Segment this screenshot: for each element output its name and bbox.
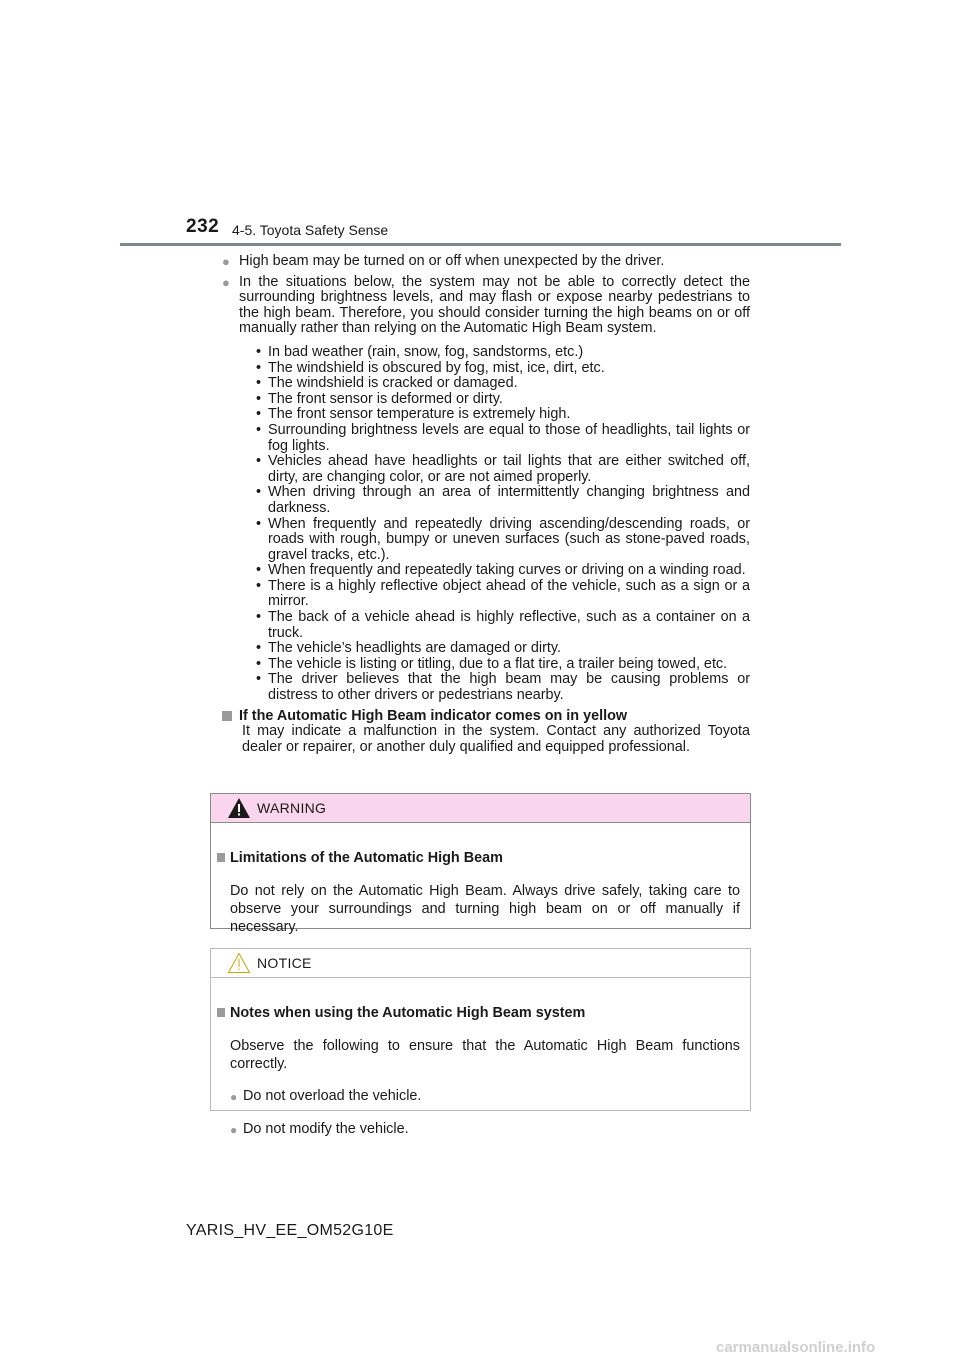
header-divider	[120, 243, 841, 246]
condition-item: • The front sensor temperature is extremely high.	[256, 407, 750, 423]
warning-box	[210, 793, 751, 935]
bullet-item	[222, 275, 750, 704]
condition-item: • Vehicles ahead have headlights or tail lights that are either switched off, dirty, are changing color, or are not aimed properly.	[256, 454, 750, 485]
condition-item: • The vehicle’s headlights are damaged or dirty.	[256, 641, 750, 657]
notice-header	[211, 949, 750, 978]
notice-bullet	[230, 1120, 740, 1138]
notice-body	[211, 978, 750, 1138]
notice-box	[210, 948, 751, 1137]
bullet-text: High beam may be turned on or off when unexpected by the driver.	[239, 253, 665, 269]
condition-item: • The back of a vehicle ahead is highly reflective, such as a container on a truck.	[256, 610, 750, 641]
condition-item: • The vehicle is listing or titling, due to a flat tire, a trailer being towed, etc.	[256, 657, 750, 673]
main-content	[222, 254, 750, 755]
square-bullet-icon	[222, 711, 232, 721]
square-bullet-icon	[217, 1008, 225, 1017]
condition-item: • When driving through an area of intermittently changing brightness and darkness.	[256, 485, 750, 516]
document-code: YARIS_HV_EE_OM52G10E	[186, 1222, 394, 1239]
condition-item: • The front sensor is deformed or dirty.	[256, 392, 750, 408]
notice-item	[217, 1004, 740, 1137]
warning-text: Do not rely on the Automatic High Beam. Always drive safely, taking care to observe your surroundings and turning high beam on or off manually if necessary.	[230, 882, 740, 935]
circle-bullet-icon: ●	[230, 1122, 238, 1137]
circle-bullet-icon: ●	[230, 1090, 238, 1105]
warning-title: Limitations of the Automatic High Beam	[230, 850, 503, 867]
warning-label: WARNING	[257, 800, 327, 816]
condition-item: • There is a highly reflective object ahead of the vehicle, such as a sign or a mirror.	[256, 579, 750, 610]
notice-label: NOTICE	[257, 955, 312, 971]
condition-item: • The driver believes that the high beam may be causing problems or distress to other drivers or pedestrians nearby.	[256, 672, 750, 703]
circle-bullet-icon: ●	[222, 274, 230, 290]
warning-triangle-icon	[227, 797, 251, 819]
condition-item: • In bad weather (rain, snow, fog, sandstorms, etc.)	[256, 345, 750, 361]
warning-body	[211, 823, 750, 936]
bullet-text: In the situations below, the system may not be able to correctly detect the surrounding brightness levels, and may flash or expose nearby pedestrians to the high beam. Therefore, you should consider turning the high beams on or off manually rather than relying on the Automatic High Beam system.	[239, 273, 750, 337]
notice-bullet-text: Do not overload the vehicle.	[243, 1088, 422, 1105]
indicator-body: It may indicate a malfunction in the system. Contact any authorized Toyota dealer or repairer, or another duly qualified and equipped professional.	[242, 723, 750, 755]
watermark: carmanualsonline.info	[716, 1339, 876, 1356]
circle-bullet-icon: ●	[222, 254, 230, 269]
warning-item	[217, 849, 740, 935]
condition-item: • The windshield is cracked or damaged.	[256, 376, 750, 392]
condition-item: • When frequently and repeatedly taking curves or driving on a winding road.	[256, 563, 750, 579]
condition-item: • Surrounding brightness levels are equal to those of headlights, tail lights or fog lights.	[256, 423, 750, 454]
square-bullet-icon	[217, 853, 225, 862]
indicator-section	[222, 709, 750, 756]
indicator-title: If the Automatic High Beam indicator comes on in yellow	[239, 707, 628, 724]
condition-item: • The windshield is obscured by fog, mist, ice, dirt, etc.	[256, 361, 750, 377]
section-title: 4-5. Toyota Safety Sense	[232, 222, 389, 238]
warning-header	[211, 794, 750, 823]
condition-item: • When frequently and repeatedly driving ascending/descending roads, or roads with rough, bumpy or uneven surfaces (such as stone-paved roads, gravel tracks, etc.).	[256, 517, 750, 564]
notice-title: Notes when using the Automatic High Beam system	[230, 1005, 586, 1022]
notice-bullet	[230, 1087, 740, 1105]
notice-text: Observe the following to ensure that the Automatic High Beam functions correctly.	[230, 1037, 740, 1072]
notice-triangle-icon	[227, 952, 251, 974]
bullet-item	[222, 254, 750, 270]
condition-list	[256, 345, 750, 704]
notice-bullet-text: Do not modify the vehicle.	[243, 1120, 409, 1137]
page-number: 232	[186, 216, 220, 237]
